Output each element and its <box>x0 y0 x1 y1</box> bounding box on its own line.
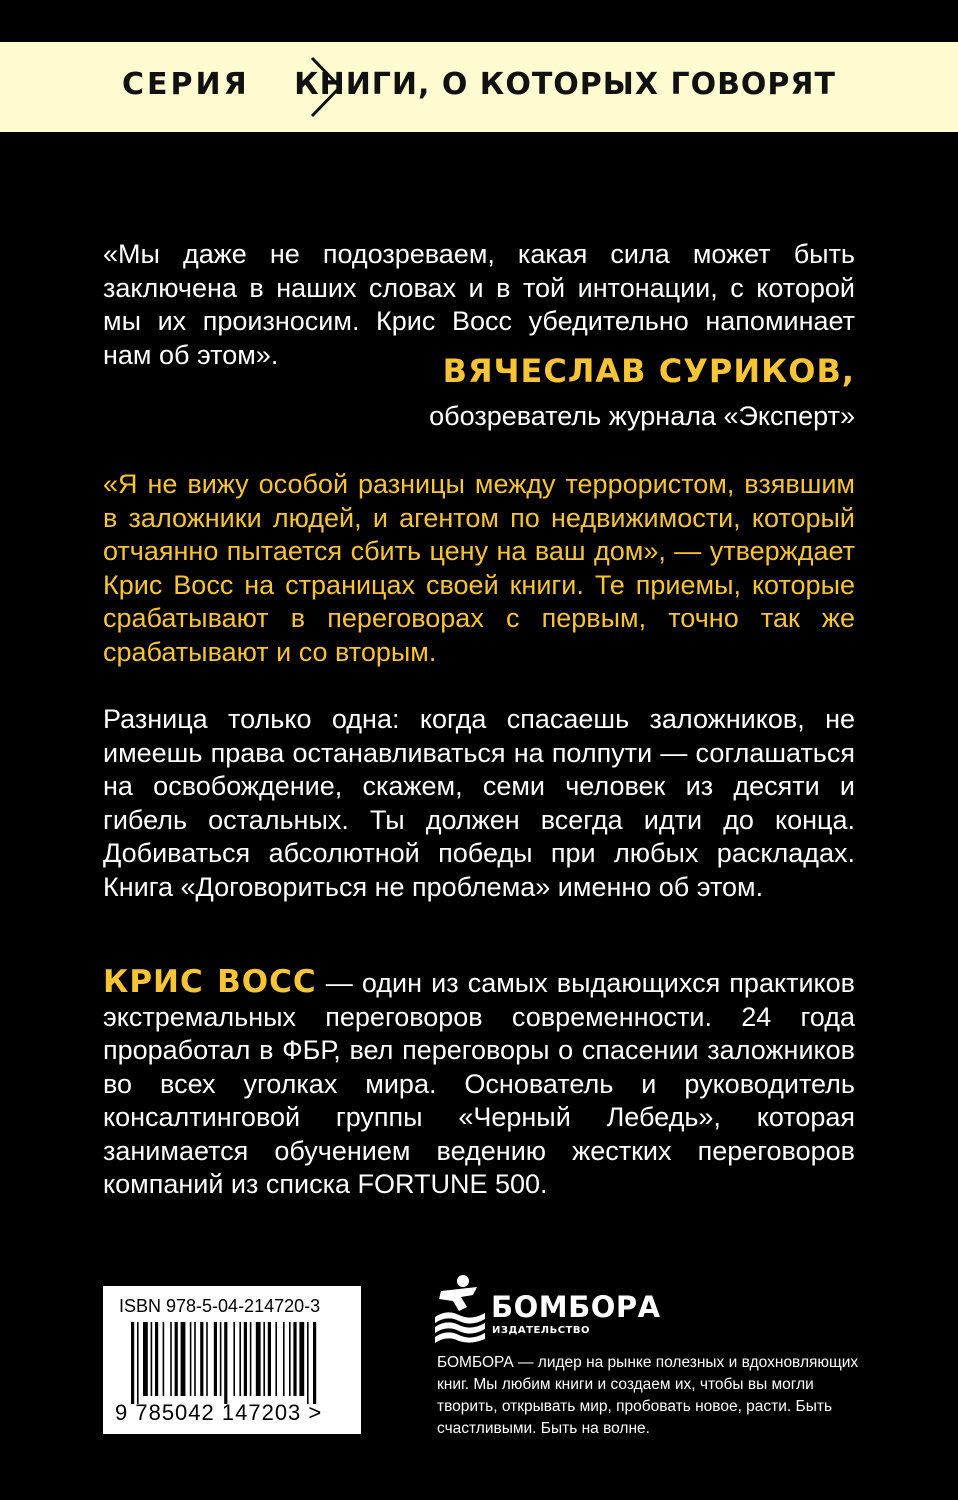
barcode-bar <box>137 1322 139 1404</box>
bio-author-name: КРИС ВОСС <box>103 964 317 1000</box>
quote-1-author: ВЯЧЕСЛАВ СУРИКОВ, <box>442 352 855 390</box>
barcode-bar <box>175 1322 178 1396</box>
isbn-number: ISBN 978-5-04-214720-3 <box>119 1296 321 1316</box>
barcode-bar <box>194 1322 196 1396</box>
barcode-block <box>103 1286 361 1434</box>
description-paragraph: Разница только одна: когда спасаешь заложников, не имеешь права останавливаться на полпути — соглашаться на освобождение, скажем, семи человек из десяти и гибель остальных. Ты должен всегда идти до конца. Добиваться абсолютной победы при любых раскладах. Книга «Договориться не проблема» именно об этом. <box>103 704 855 902</box>
barcode-bar <box>170 1322 172 1396</box>
barcode-bar <box>275 1322 277 1396</box>
barcode-bar <box>214 1322 217 1396</box>
barcode-bar <box>250 1322 252 1396</box>
barcode-bar <box>163 1322 165 1396</box>
barcode-bar <box>200 1322 203 1396</box>
barcode-bar <box>299 1322 304 1396</box>
barcode-bar <box>313 1322 316 1404</box>
barcode-bar <box>220 1322 222 1396</box>
barcode-bar <box>268 1322 271 1396</box>
quote-1: «Мы даже не подозреваем, какая сила может быть заключена в наших словах и в той интонации, с которой мы их произносим. Крис Восс убедительно напоминает нам об этом». <box>103 239 855 370</box>
barcode-bar <box>190 1322 192 1396</box>
barcode-bar <box>244 1322 247 1396</box>
barcode-bar <box>307 1322 309 1404</box>
barcode-bar <box>233 1322 235 1396</box>
barcode-bar <box>151 1322 153 1396</box>
barcode-bar <box>256 1322 261 1396</box>
barcode-bar <box>224 1322 227 1404</box>
barcode-bar <box>289 1322 291 1396</box>
bombora-logo-icon <box>433 1273 489 1343</box>
series-label: СЕРИЯ <box>122 67 250 102</box>
barcode-bar <box>293 1322 296 1396</box>
barcode-bar <box>131 1322 134 1404</box>
barcode-bar <box>181 1322 186 1396</box>
barcode-bar <box>143 1322 148 1396</box>
publisher-description: БОМБОРА — лидер на рынке полезных и вдохновляющих книг. Мы любим книги и создаем их, чтобы вы могли творить, открывать мир, пробовать новое, расти. Быть счастливыми. Быть на волне. <box>437 1354 859 1437</box>
publisher-logo-text: БОМБОРА <box>491 1290 661 1324</box>
quote-1-author-role: обозреватель журнала «Эксперт» <box>429 401 855 431</box>
author-bio <box>103 966 855 1202</box>
bio-text: — один из самых выдающихся практиков экстремальных переговоров современности. 24 года проработал в ФБР, вел переговоры о спасении заложников во всех уголках мира. Основатель и руководитель консалтинговой группы «Черный Лебедь», которая занимается обучением ведению жестких переговоров компаний из списка FORTUNE 500. <box>103 968 855 1199</box>
barcode-bar <box>239 1322 241 1396</box>
series-banner <box>0 42 958 132</box>
barcode-bar <box>283 1322 285 1396</box>
barcode-digits: 9 785042 147203 > <box>115 1400 323 1425</box>
publisher-logo-subtext: ИЗДАТЕЛЬСТВО <box>492 1325 590 1336</box>
barcode-bar <box>263 1322 265 1396</box>
barcode-bar <box>206 1322 208 1396</box>
series-name: КНИГИ, О КОТОРЫХ ГОВОРЯТ <box>294 67 836 102</box>
barcode-bar <box>155 1322 158 1396</box>
quote-2: «Я не вижу особой разницы между террористом, взявшим в заложники людей, и агентом по недвижимости, который отчаянно пытается сбить цену на ваш дом», — утверждает Крис Восс на страницах своей книги. Те приемы, которые срабатывают в переговорах с первым, точно так же срабатывают и со вторым. <box>103 469 855 667</box>
